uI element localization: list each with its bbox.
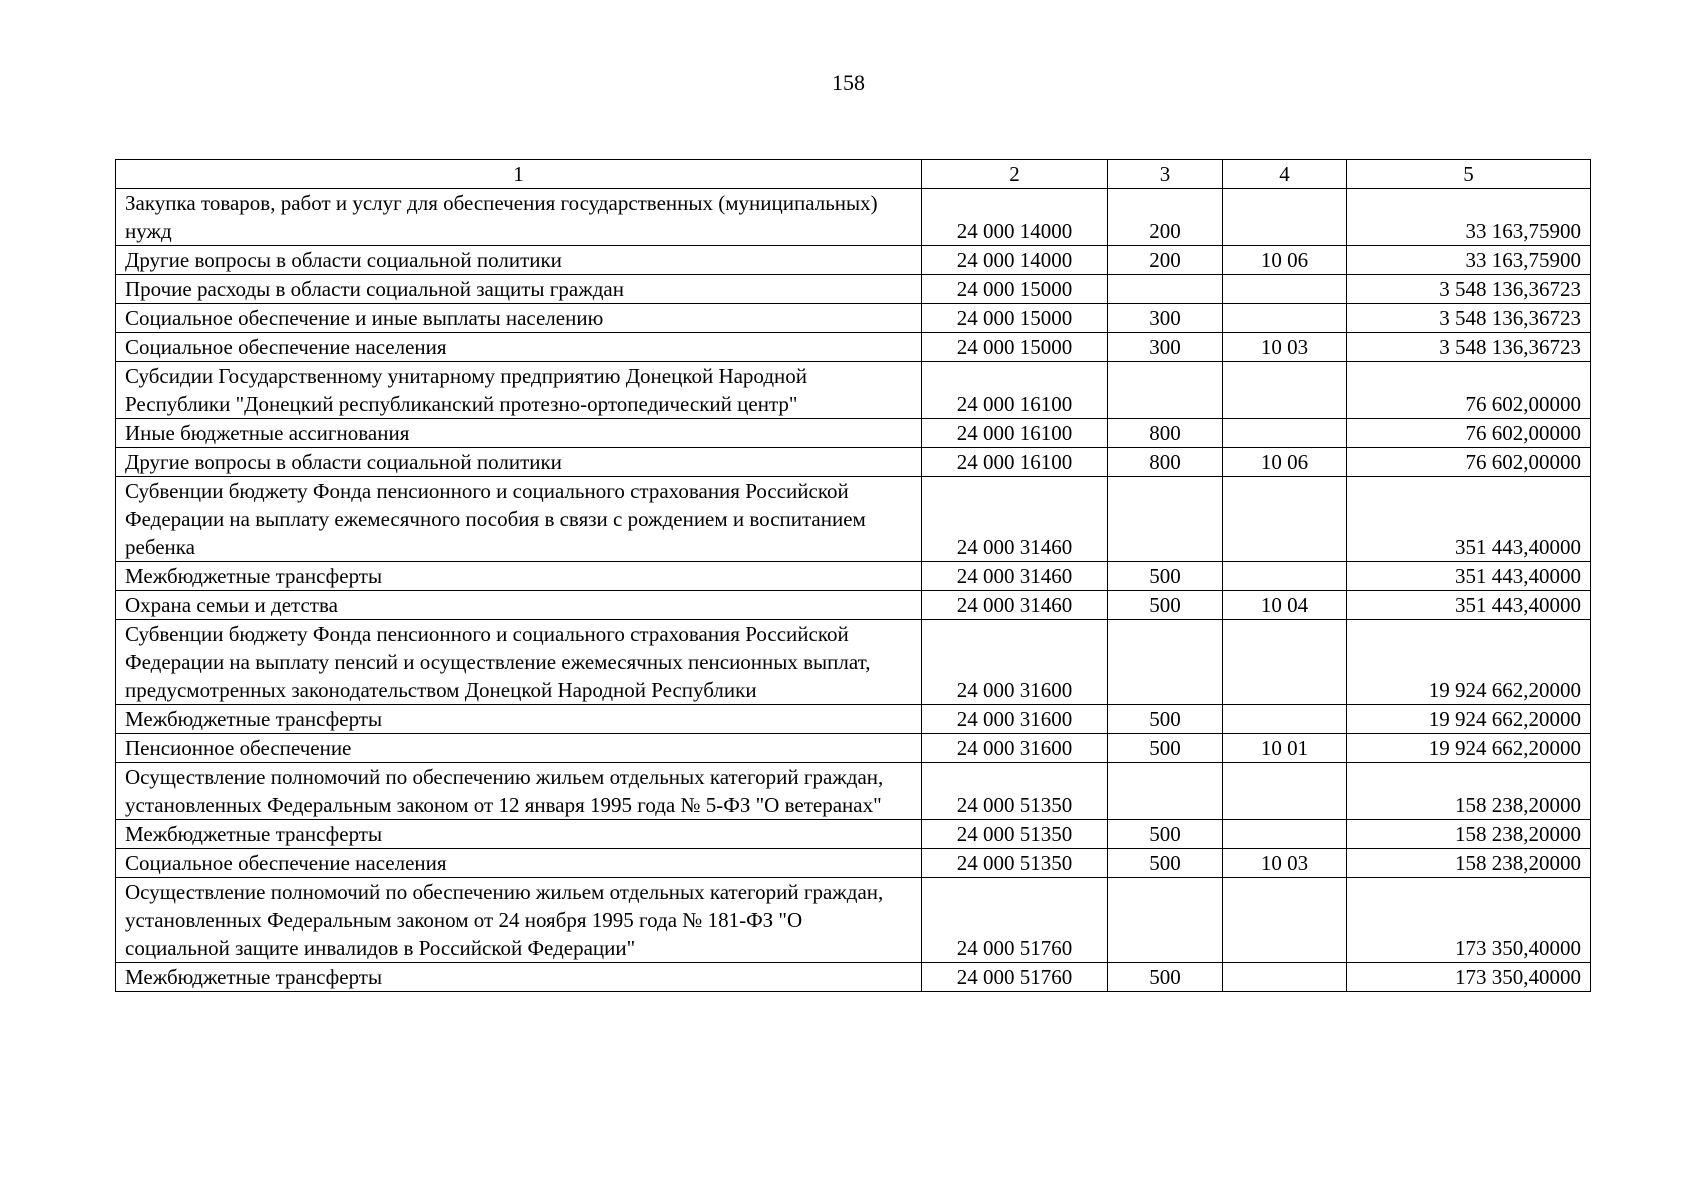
table-row [116,448,1591,477]
row-name: Другие вопросы в области социальной политики [116,448,922,477]
row-amount: 76 602,00000 [1347,448,1591,477]
row-amount: 351 443,40000 [1347,477,1591,562]
row-section [1223,477,1347,562]
row-amount: 158 238,20000 [1347,849,1591,878]
row-expense-type: 200 [1108,246,1223,275]
row-name: Охрана семьи и детства [116,591,922,620]
page-number: 158 [832,70,865,95]
row-amount: 19 924 662,20000 [1347,705,1591,734]
row-expense-type: 500 [1108,591,1223,620]
row-code: 24 000 31600 [922,620,1108,705]
row-expense-type [1108,362,1223,419]
table-row [116,620,1591,705]
row-section [1223,705,1347,734]
row-amount: 19 924 662,20000 [1347,734,1591,763]
row-section [1223,419,1347,448]
row-amount: 33 163,75900 [1347,246,1591,275]
row-name: Прочие расходы в области социальной защиты граждан [116,275,922,304]
row-code: 24 000 51760 [922,963,1108,992]
row-section [1223,963,1347,992]
row-code: 24 000 51760 [922,878,1108,963]
row-section: 10 06 [1223,246,1347,275]
column-header-1: 1 [116,160,922,189]
row-section [1223,620,1347,705]
row-name: Пенсионное обеспечение [116,734,922,763]
row-amount: 76 602,00000 [1347,362,1591,419]
row-name: Осуществление полномочий по обеспечению жильем отдельных категорий граждан, установленных Федеральным законом от 24 ноября 1995 года № 181-ФЗ "О социальной защите инвалидов в Российской Федерации" [116,878,922,963]
row-expense-type [1108,275,1223,304]
table-row [116,419,1591,448]
row-section [1223,562,1347,591]
row-code: 24 000 15000 [922,333,1108,362]
row-name: Осуществление полномочий по обеспечению жильем отдельных категорий граждан, установленных Федеральным законом от 12 января 1995 года № 5-ФЗ "О ветеранах" [116,763,922,820]
row-section [1223,763,1347,820]
row-amount: 3 548 136,36723 [1347,333,1591,362]
row-code: 24 000 14000 [922,189,1108,246]
row-code: 24 000 51350 [922,820,1108,849]
row-code: 24 000 51350 [922,849,1108,878]
row-section: 10 03 [1223,849,1347,878]
row-section: 10 01 [1223,734,1347,763]
row-name: Социальное обеспечение населения [116,849,922,878]
row-expense-type [1108,620,1223,705]
row-code: 24 000 31460 [922,562,1108,591]
row-amount: 3 548 136,36723 [1347,275,1591,304]
row-amount: 351 443,40000 [1347,591,1591,620]
row-code: 24 000 15000 [922,304,1108,333]
row-expense-type: 500 [1108,734,1223,763]
row-code: 24 000 16100 [922,419,1108,448]
row-name: Закупка товаров, работ и услуг для обеспечения государственных (муниципальных) нужд [116,189,922,246]
row-code: 24 000 31460 [922,591,1108,620]
table-row [116,362,1591,419]
row-amount: 158 238,20000 [1347,820,1591,849]
column-header-2: 2 [922,160,1108,189]
table-row [116,275,1591,304]
column-header-5: 5 [1347,160,1591,189]
table-body [116,189,1591,992]
row-code: 24 000 31460 [922,477,1108,562]
row-expense-type [1108,763,1223,820]
row-name: Межбюджетные трансферты [116,562,922,591]
row-amount: 351 443,40000 [1347,562,1591,591]
row-name: Межбюджетные трансферты [116,705,922,734]
table-row [116,246,1591,275]
row-section: 10 04 [1223,591,1347,620]
row-amount: 173 350,40000 [1347,963,1591,992]
row-name: Межбюджетные трансферты [116,820,922,849]
row-name: Субвенции бюджету Фонда пенсионного и социального страхования Российской Федерации на выплату пенсий и осуществление ежемесячных пенсионных выплат, предусмотренных законодательством Донецкой Народной Республики [116,620,922,705]
table-row [116,304,1591,333]
row-code: 24 000 16100 [922,448,1108,477]
row-amount: 173 350,40000 [1347,878,1591,963]
row-expense-type [1108,878,1223,963]
row-name: Иные бюджетные ассигнования [116,419,922,448]
table-row [116,333,1591,362]
row-name: Социальное обеспечение и иные выплаты населению [116,304,922,333]
row-code: 24 000 31600 [922,705,1108,734]
table-row [116,849,1591,878]
table-row [116,820,1591,849]
row-section [1223,275,1347,304]
row-expense-type: 200 [1108,189,1223,246]
table-row [116,963,1591,992]
row-expense-type: 300 [1108,333,1223,362]
table-row [116,734,1591,763]
row-expense-type: 500 [1108,562,1223,591]
table-header [116,160,1591,189]
table-row [116,878,1591,963]
row-section [1223,878,1347,963]
row-expense-type [1108,477,1223,562]
row-amount: 76 602,00000 [1347,419,1591,448]
row-section: 10 06 [1223,448,1347,477]
header-row [116,160,1591,189]
table-row [116,591,1591,620]
row-expense-type: 500 [1108,705,1223,734]
row-amount: 19 924 662,20000 [1347,620,1591,705]
table-row [116,477,1591,562]
row-amount: 158 238,20000 [1347,763,1591,820]
row-section [1223,820,1347,849]
row-expense-type: 800 [1108,419,1223,448]
table-row [116,705,1591,734]
row-name: Субсидии Государственному унитарному предприятию Донецкой Народной Республики "Донецкий республиканский протезно-ортопедический центр" [116,362,922,419]
row-section [1223,362,1347,419]
row-name: Межбюджетные трансферты [116,963,922,992]
row-amount: 3 548 136,36723 [1347,304,1591,333]
budget-table [115,159,1591,992]
table-row [116,763,1591,820]
row-expense-type: 800 [1108,448,1223,477]
column-header-4: 4 [1223,160,1347,189]
row-name: Социальное обеспечение населения [116,333,922,362]
row-code: 24 000 31600 [922,734,1108,763]
row-code: 24 000 51350 [922,763,1108,820]
row-section [1223,189,1347,246]
row-code: 24 000 15000 [922,275,1108,304]
row-name: Субвенции бюджету Фонда пенсионного и социального страхования Российской Федерации на выплату ежемесячного пособия в связи с рождением и воспитанием ребенка [116,477,922,562]
row-expense-type: 500 [1108,963,1223,992]
column-header-3: 3 [1108,160,1223,189]
row-section [1223,304,1347,333]
row-expense-type: 500 [1108,820,1223,849]
table-row [116,189,1591,246]
row-expense-type: 500 [1108,849,1223,878]
row-code: 24 000 16100 [922,362,1108,419]
row-expense-type: 300 [1108,304,1223,333]
row-name: Другие вопросы в области социальной политики [116,246,922,275]
table-row [116,562,1591,591]
row-section: 10 03 [1223,333,1347,362]
row-amount: 33 163,75900 [1347,189,1591,246]
row-code: 24 000 14000 [922,246,1108,275]
